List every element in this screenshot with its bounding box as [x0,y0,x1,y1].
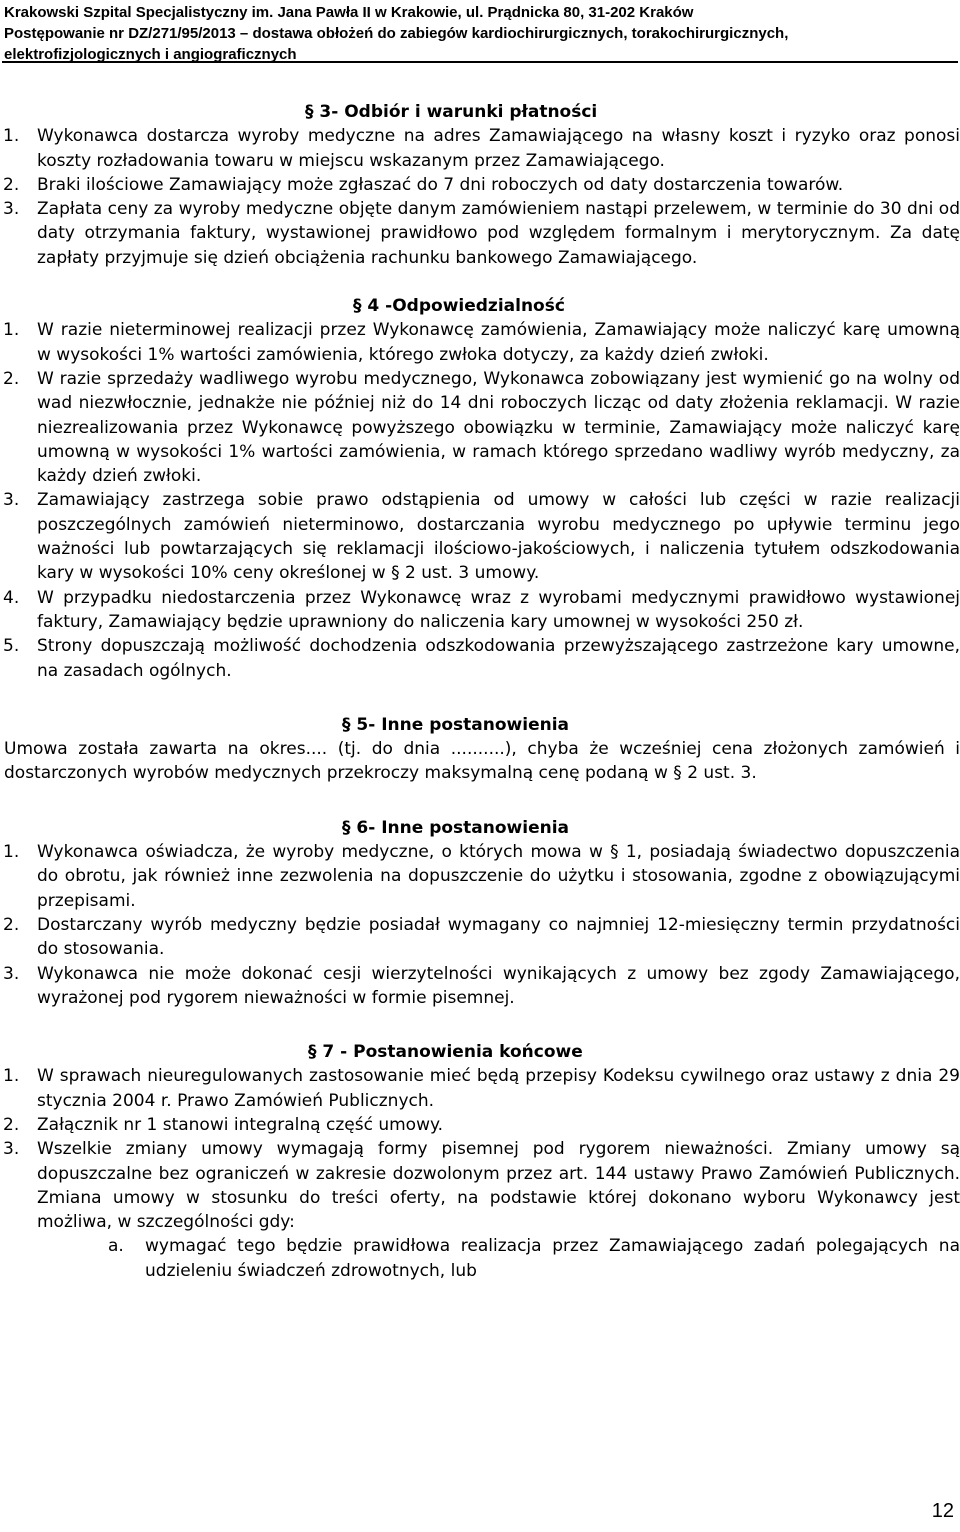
section-3-heading: § 3- Odbiór i warunki płatności [305,102,598,122]
list-item [0,1064,960,1113]
section-5-heading: § 5- Inne postanowienia [342,714,570,735]
item-number: 3. [3,490,20,511]
item-number: 1. [3,320,20,341]
sub-item-letter: a. [108,1236,124,1257]
item-text: Strony dopuszczają możliwość dochodzenia odszkodowania przewyższającego zastrzeżone kary umowne, na zasadach ogólnych. [37,636,960,681]
item-text: W przypadku niedostarczenia przez Wykonawcę wraz z wyrobami medycznymi prawidłowo wystawionej faktury, Zamawiający będzie uprawniony do naliczenia kary umownej w wysokości 250 zł. [37,587,960,632]
list-item [0,962,960,1011]
item-text: Załącznik nr 1 stanowi integralną część umowy. [37,1114,444,1135]
list-item [0,634,960,683]
section-6-heading: § 6- Inne postanowienia [342,817,570,838]
item-number: 4. [3,587,20,608]
item-text: W sprawach nieuregulowanych zastosowanie mieć będą przepisy Kodeksu cywilnego oraz ustawy z dnia 29 stycznia 2004 r. Prawo Zamówień Publicznych. [37,1066,960,1111]
item-number: 1. [3,126,20,147]
section-4-list [0,318,960,682]
item-number: 3. [3,199,20,220]
item-number: 2. [3,174,20,195]
list-item [0,488,960,585]
section-7-list [0,1064,960,1234]
item-number: 2. [3,914,20,935]
section-7-heading: § 7 - Postanowienia końcowe [308,1042,583,1063]
list-item [0,1137,960,1234]
item-number: 1. [3,1066,20,1087]
header-hospital-line: Krakowski Szpital Specjalistyczny im. Jana Pawła II w Krakowie, ul. Prądnicka 80, 31-202 Kraków [4,4,694,21]
list-item [0,840,960,913]
item-text: Dostarczany wyrób medyczny będzie posiadał wymagany co najmniej 12-miesięczny termin przydatności do stosowania. [37,914,960,960]
list-item [0,1113,960,1137]
item-text: W razie nieterminowej realizacji przez Wykonawcę zamówienia, Zamawiający może naliczyć karę umowną w wysokości 1% wartości zamówienia, którego zwłoka dotyczy, za każdy dzień zwłoki. [37,320,960,365]
sub-list-item [0,1234,960,1283]
item-text: Wykonawca oświadcza, że wyroby medyczne, o których mowa w § 1, posiadają świadectwo dopuszczenia do obrotu, jak również inne zezwolenia na dopuszczenie do użytku i stosowania, zgodne z obowiązującymi przepisami. [37,842,960,911]
section-6-list [0,840,960,1010]
document-body [0,100,960,1283]
list-item [0,173,960,197]
item-text: W razie sprzedaży wadliwego wyrobu medycznego, Wykonawca zobowiązany jest wymienić go na wolny od wad niezwłocznie, jednakże nie później niż do 14 dni roboczych licząc od daty złożenia reklamacji. W razie niezrealizowania przez Wykonawcę powyższego obowiązku w terminie, Zamawiający może naliczyć karę umowną w wysokości 1% wartości zamówienia, w ramach którego sprzedano wadliwy wyrób medyczny, za każdy dzień zwłoki. [37,368,960,487]
list-item [0,586,960,635]
item-number: 2. [3,1114,20,1135]
spacer [0,683,960,713]
item-number: 5. [3,636,20,657]
list-item [0,367,960,488]
item-number: 3. [3,963,20,984]
list-item [0,197,960,270]
header-procedure-line: Postępowanie nr DZ/271/95/2013 – dostawa obłożeń do zabiegów kardiochirurgicznych, torakochirurgicznych, [4,25,789,42]
item-number: 3. [3,1139,20,1160]
page-header [4,2,956,65]
list-item [0,124,960,173]
section-4-heading: § 4 -Odpowiedzialność [353,296,565,317]
spacer [0,270,960,294]
page-number: 12 [931,1500,954,1522]
spacer [0,1010,960,1040]
list-item [0,913,960,962]
item-text: Zapłata ceny za wyroby medyczne objęte danym zamówieniem nastąpi przelewem, w terminie do 30 dni od daty otrzymania faktury, wystawionej prawidłowo pod względem formalnym i merytorycznym. Za datę zapłaty przyjmuje się dzień obciążenia rachunku bankowego Zamawiającego. [37,199,960,268]
item-text: Zamawiający zastrzega sobie prawo odstąpienia od umowy w całości lub części w razie realizacji poszczególnych zamówień nieterminowo, dostarczania wyrobu medycznego po upływie terminu jego ważności lub powtarzających się reklamacji ilościowo-jakościowych, i naliczenia tytułem odszkodowania kary w wysokości 10% ceny określonej w § 2 ust. 3 umowy. [37,490,960,584]
header-procedure-line-continued: elektrofizjologicznych i angiograficznych [4,46,297,63]
item-number: 1. [3,842,20,863]
section-5-paragraph: Umowa została zawarta na okres.... (tj. do dnia ..........), chyba że wcześniej cena złożonych zamówień i dostarczonych wyrobów medycznych przekroczy maksymalną cenę podaną w § 2 ust. 3. [4,739,960,784]
item-text: Braki ilościowe Zamawiający może zgłaszać do 7 dni roboczych od daty dostarczenia towarów. [37,174,844,195]
header-divider [2,61,958,63]
section-3-list [0,124,960,270]
item-text: Wykonawca dostarcza wyroby medyczne na adres Zamawiającego na własny koszt i ryzyko oraz ponosi koszty rozładowania towaru w miejscu wskazanym przez Zamawiającego. [37,126,960,171]
list-item [0,318,960,367]
sub-item-text: wymagać tego będzie prawidłowa realizacja przez Zamawiającego zadań polegających na udzieleniu świadczeń zdrowotnych, lub [145,1236,960,1281]
item-text: Wszelkie zmiany umowy wymagają formy pisemnej pod rygorem nieważności. Zmiany umowy są dopuszczalne bez ograniczeń w zakresie dozwolonym przez art. 144 ustawy Prawo Zamówień Publicznych. Zmiana umowy w stosunku do treści oferty, na podstawie której dokonano wyboru Wykonawcy jest możliwa, w szczególności gdy: [37,1139,960,1233]
item-text: Wykonawca nie może dokonać cesji wierzytelności wynikających z umowy bez zgody Zamawiającego, wyrażonej pod rygorem nieważności w formie pisemnej. [37,963,960,1008]
spacer [0,786,960,816]
item-number: 2. [3,368,20,389]
